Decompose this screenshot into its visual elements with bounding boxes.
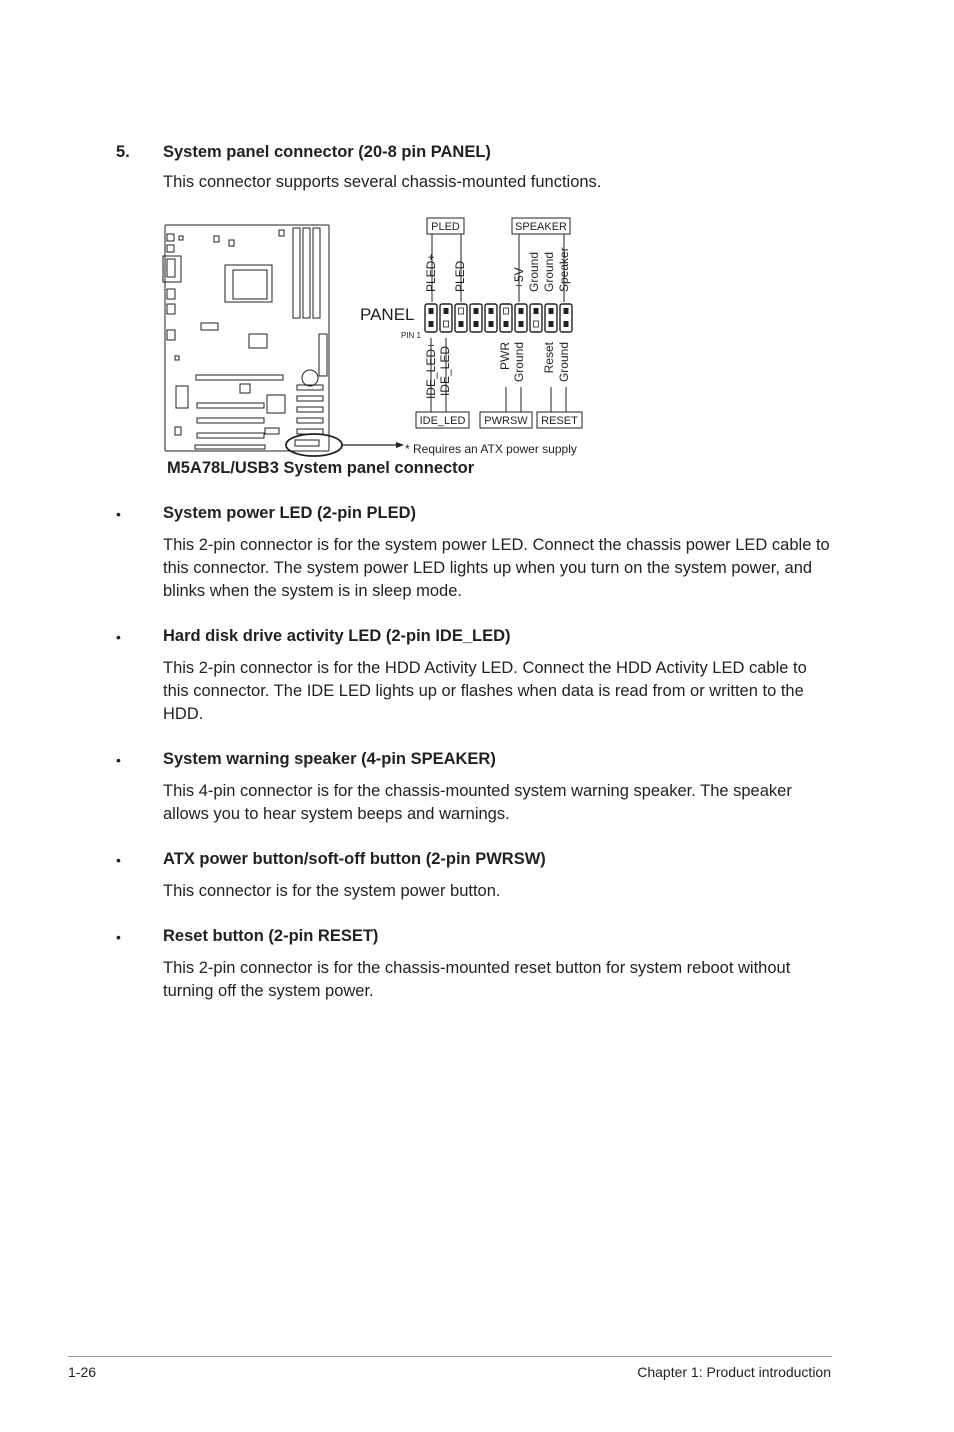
pin — [549, 308, 554, 314]
bullet-icon: • — [116, 752, 121, 768]
list-item — [116, 626, 836, 735]
pin-label-pwr: PWR — [498, 342, 512, 370]
panel-connector-diagram — [155, 212, 615, 482]
bullet-icon: • — [116, 629, 121, 645]
list-item-title: Hard disk drive activity LED (2-pin IDE_LED) — [163, 627, 511, 645]
bullet-icon: • — [116, 506, 121, 522]
panel-label: PANEL — [360, 305, 415, 324]
pin-label-ide-led-plus: IDE_LED+ — [424, 342, 438, 400]
motherboard-illustration — [163, 225, 329, 451]
section-title: System panel connector (20-8 pin PANEL) — [163, 143, 491, 161]
pin-label-pwr-ground: Ground — [512, 342, 526, 383]
pin1-label: PIN 1 — [401, 331, 422, 340]
list-item-text: This 2-pin connector is for the HDD Activity LED. Connect the HDD Activity LED cable to this connector. The IDE LED lights up or flashes when data is read from or written to the HDD. — [163, 659, 807, 723]
pin — [564, 308, 569, 314]
bullet-icon: • — [116, 929, 121, 945]
pin-label-ide-led-minus: IDE_LED- — [438, 342, 452, 397]
footer-divider — [68, 1356, 832, 1357]
section-number: 5. — [116, 143, 130, 161]
pin-label-reset: Reset — [542, 342, 556, 374]
pin-label-speaker: Speaker — [557, 247, 571, 292]
list-item-text: This 4-pin connector is for the chassis-mounted system warning speaker. The speaker allows you to hear system beeps and warnings. — [163, 782, 792, 823]
connector-description-list — [116, 503, 836, 1012]
arrowhead-icon — [396, 442, 404, 448]
pin — [489, 321, 494, 327]
list-item-title: ATX power button/soft-off button (2-pin PWRSW) — [163, 850, 546, 868]
chapter-title: Chapter 1: Product introduction — [637, 1364, 831, 1380]
speaker-group-label: SPEAKER — [515, 221, 567, 233]
list-item-text: This 2-pin connector is for the system power LED. Connect the chassis power LED cable to this connector. The system power LED lights up when you turn on the system power, and blinks when the system is in sleep mode. — [163, 536, 830, 600]
page-number: 1-26 — [68, 1364, 97, 1380]
reset-group-label: RESET — [541, 415, 578, 427]
pin-label-ground-b: Ground — [542, 251, 556, 292]
list-item-title: System warning speaker (4-pin SPEAKER) — [163, 750, 496, 768]
list-item — [116, 749, 836, 835]
bullet-icon: • — [116, 852, 121, 868]
atx-note: * Requires an ATX power supply — [405, 442, 577, 456]
pin — [444, 321, 449, 327]
pin — [429, 321, 434, 327]
pin — [564, 321, 569, 327]
pin — [504, 308, 509, 314]
list-item — [116, 503, 836, 612]
pin — [534, 321, 539, 327]
pin — [474, 321, 479, 327]
pin — [519, 308, 524, 314]
connector-highlight-ellipse — [286, 434, 342, 456]
pin — [549, 321, 554, 327]
pin-label-ground-a: Ground — [527, 251, 541, 292]
pin — [504, 321, 509, 327]
pin — [534, 308, 539, 314]
pin-label-pled-minus: PLED- — [453, 256, 467, 292]
list-item-text: This connector is for the system power button. — [163, 882, 501, 900]
list-item-title: Reset button (2-pin RESET) — [163, 927, 379, 945]
pwrsw-group-label: PWRSW — [484, 415, 528, 427]
pled-group-label: PLED — [431, 221, 460, 233]
pin — [429, 308, 434, 314]
pin-label-plus5v: +5V — [512, 267, 526, 289]
list-item — [116, 926, 836, 1012]
ide-led-group-label: IDE_LED — [419, 415, 466, 427]
pin — [474, 308, 479, 314]
panel-connector-figure — [155, 212, 615, 482]
pin — [489, 308, 494, 314]
list-item-title: System power LED (2-pin PLED) — [163, 504, 417, 522]
pin-header — [425, 304, 572, 332]
pin — [444, 308, 449, 314]
pin-label-reset-ground: Ground — [557, 342, 571, 383]
pin-label-pled-plus: PLED+ — [424, 253, 438, 292]
figure-caption: M5A78L/USB3 System panel connector — [167, 459, 475, 477]
section-description: This connector supports several chassis-mounted functions. — [163, 173, 602, 191]
list-item-text: This 2-pin connector is for the chassis-mounted reset button for system reboot without turning off the system power. — [163, 959, 791, 1000]
pin — [459, 308, 464, 314]
pin — [459, 321, 464, 327]
pin — [519, 321, 524, 327]
list-item — [116, 849, 836, 912]
